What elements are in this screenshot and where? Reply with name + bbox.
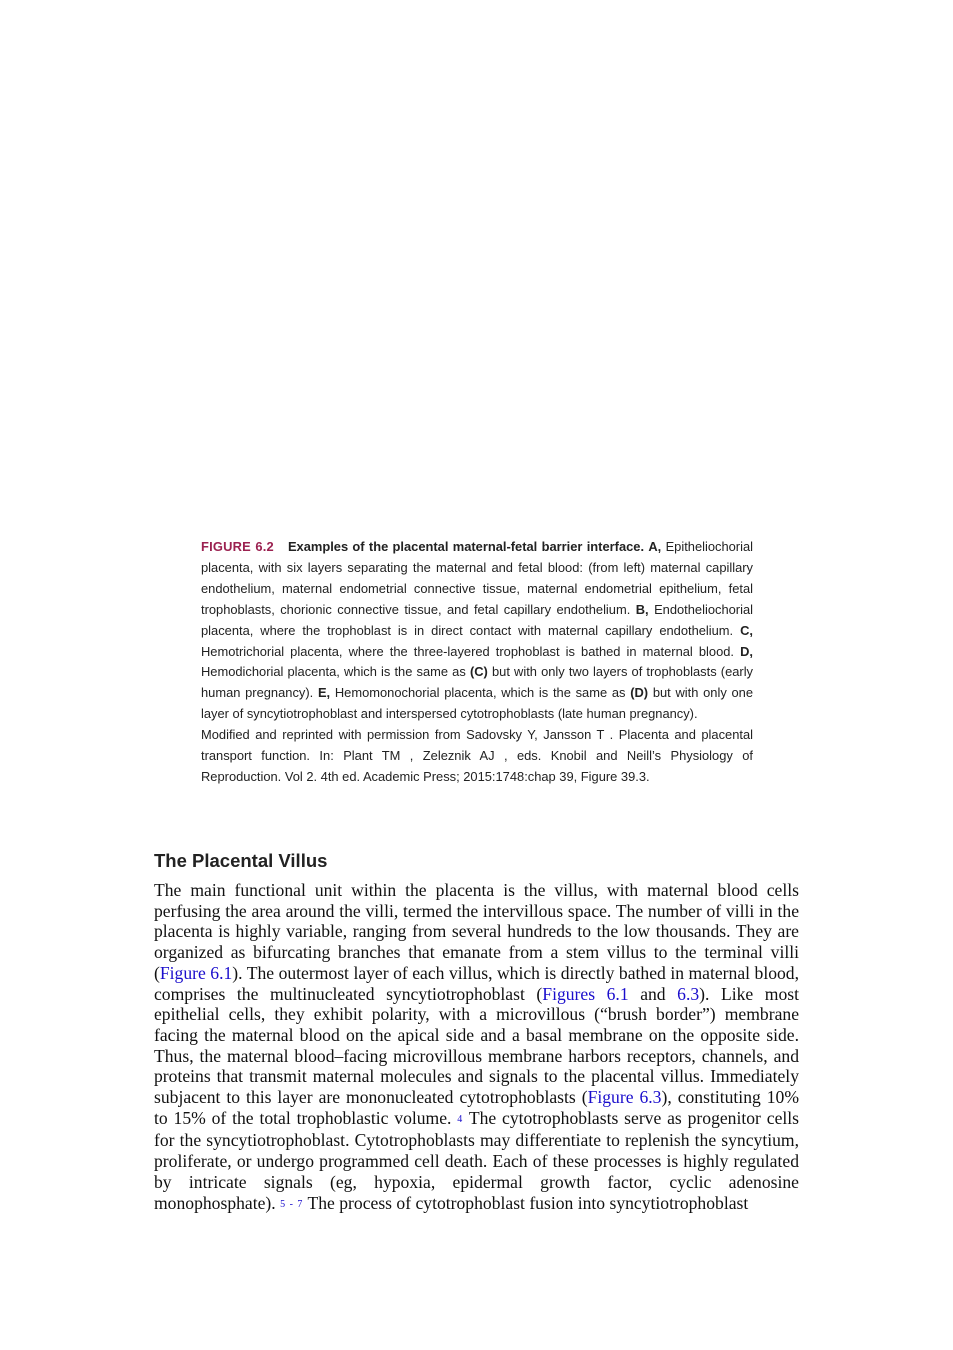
body-text-5: ), constituting 10% to 15% of the total trophoblastic volume. [154, 1087, 800, 1128]
panel-e-label: E, [317, 685, 331, 701]
section-heading: The Placental Villus [154, 850, 328, 871]
body-text-7: The process of cytotrophoblast fusion into syncytiotrophoblast [303, 1192, 749, 1213]
citation-4[interactable]: 4 [457, 1113, 464, 1125]
body-text-6: The cytotrophoblasts serve as progenitor cells for the syncytiotrophoblast. Cytotrophoblasts may differentiate to replenish the syncytium, proliferate, or undergo programmed cell death. Each of these processes is highly regulated by intricate signals (eg, hypoxia, epidermal growth factor, cyclic adenosine monophosphate). [154, 1107, 799, 1213]
panel-c-text: Hemotrichorial placenta, where the three-layered trophoblast is bathed in maternal blood. [201, 643, 734, 659]
panel-d-text-2: but with only two layers of trophoblasts (early human pregnancy). [201, 664, 754, 701]
figure-title: Examples of the placental maternal-fetal barrier interface. [287, 539, 645, 554]
figure-label: FIGURE 6.2 [201, 539, 274, 554]
panel-a-label: A, [648, 539, 662, 554]
panel-d-ref: (C) [469, 664, 488, 680]
panel-d-label: D, [740, 643, 753, 659]
panel-b-label: B, [635, 601, 649, 617]
body-text-4: ). Like most epithelial cells, they exhibit polarity, with a microvillous (“brush border”) membrane facing the maternal blood on the apical side and a basal membrane on the opposite side. Thus, the maternal blood–facing microvillous membrane harbors receptors, channels, and proteins that transmit maternal molecules and signals to the placental villus. Immediately subjacent to this layer are mononucleated cytotrophoblasts ( [154, 983, 799, 1108]
figure-link-6-3-b[interactable]: Figure 6.3 [587, 1087, 662, 1108]
panel-e-text-1: Hemomonochorial placenta, which is the same as [334, 685, 626, 701]
panel-c-label: C, [740, 622, 753, 638]
figure-caption-text [201, 537, 753, 725]
panel-e-text-2: but with only one layer of syncytiotrophoblast and interspersed cytotrophoblasts (late human pregnancy). [201, 685, 753, 722]
citation-5-7[interactable]: 5 - 7 [280, 1198, 304, 1210]
panel-b-text: Endotheliochorial placenta, where the trophoblast is in direct contact with maternal capillary endothelium. [201, 601, 753, 638]
body-text-1: The main functional unit within the placenta is the villus, with maternal blood cells perfusing the area around the villi, termed the intervillous space. The number of villi in the placenta is highly variable, ranging from several hundreds to the low thousands. They are organized as bifurcating branches that emanate from a stem villus to the terminal villi ( [154, 880, 799, 983]
figure-caption [201, 537, 753, 788]
figure-link-6-1[interactable]: Figure 6.1 [159, 962, 233, 983]
figures-link-6-1[interactable]: Figures 6.1 [542, 983, 629, 1004]
panel-e-ref: (D) [630, 685, 649, 701]
body-text-2: ). The outermost layer of each villus, which is directly bathed in maternal blood, comprises the multinucleated syncytiotrophoblast ( [154, 962, 800, 1004]
body-text-3: and [628, 983, 678, 1004]
body-paragraph [154, 880, 799, 1215]
figure-credit: Modified and reprinted with permission from Sadovsky Y, Jansson T . Placenta and placental transport function. In: Plant TM , Zeleznik AJ , eds. Knobil and Neill’s Physiology of Reproduction. Vol 2. 4th ed. Academic Press; 2015:1748:chap 39, Figure 39.3. [201, 727, 753, 784]
figure-link-6-3[interactable]: 6.3 [677, 983, 700, 1004]
panel-d-text-1: Hemodichorial placenta, which is the same as [201, 664, 466, 680]
panel-a-text: Epitheliochorial placenta, with six layers separating the maternal and fetal blood: (from left) maternal capillary endothelium, maternal endometrial connective tissue, maternal endometrial epithelium, fetal trophoblasts, chorionic connective tissue, and fetal capillary endothelium. [201, 539, 753, 617]
